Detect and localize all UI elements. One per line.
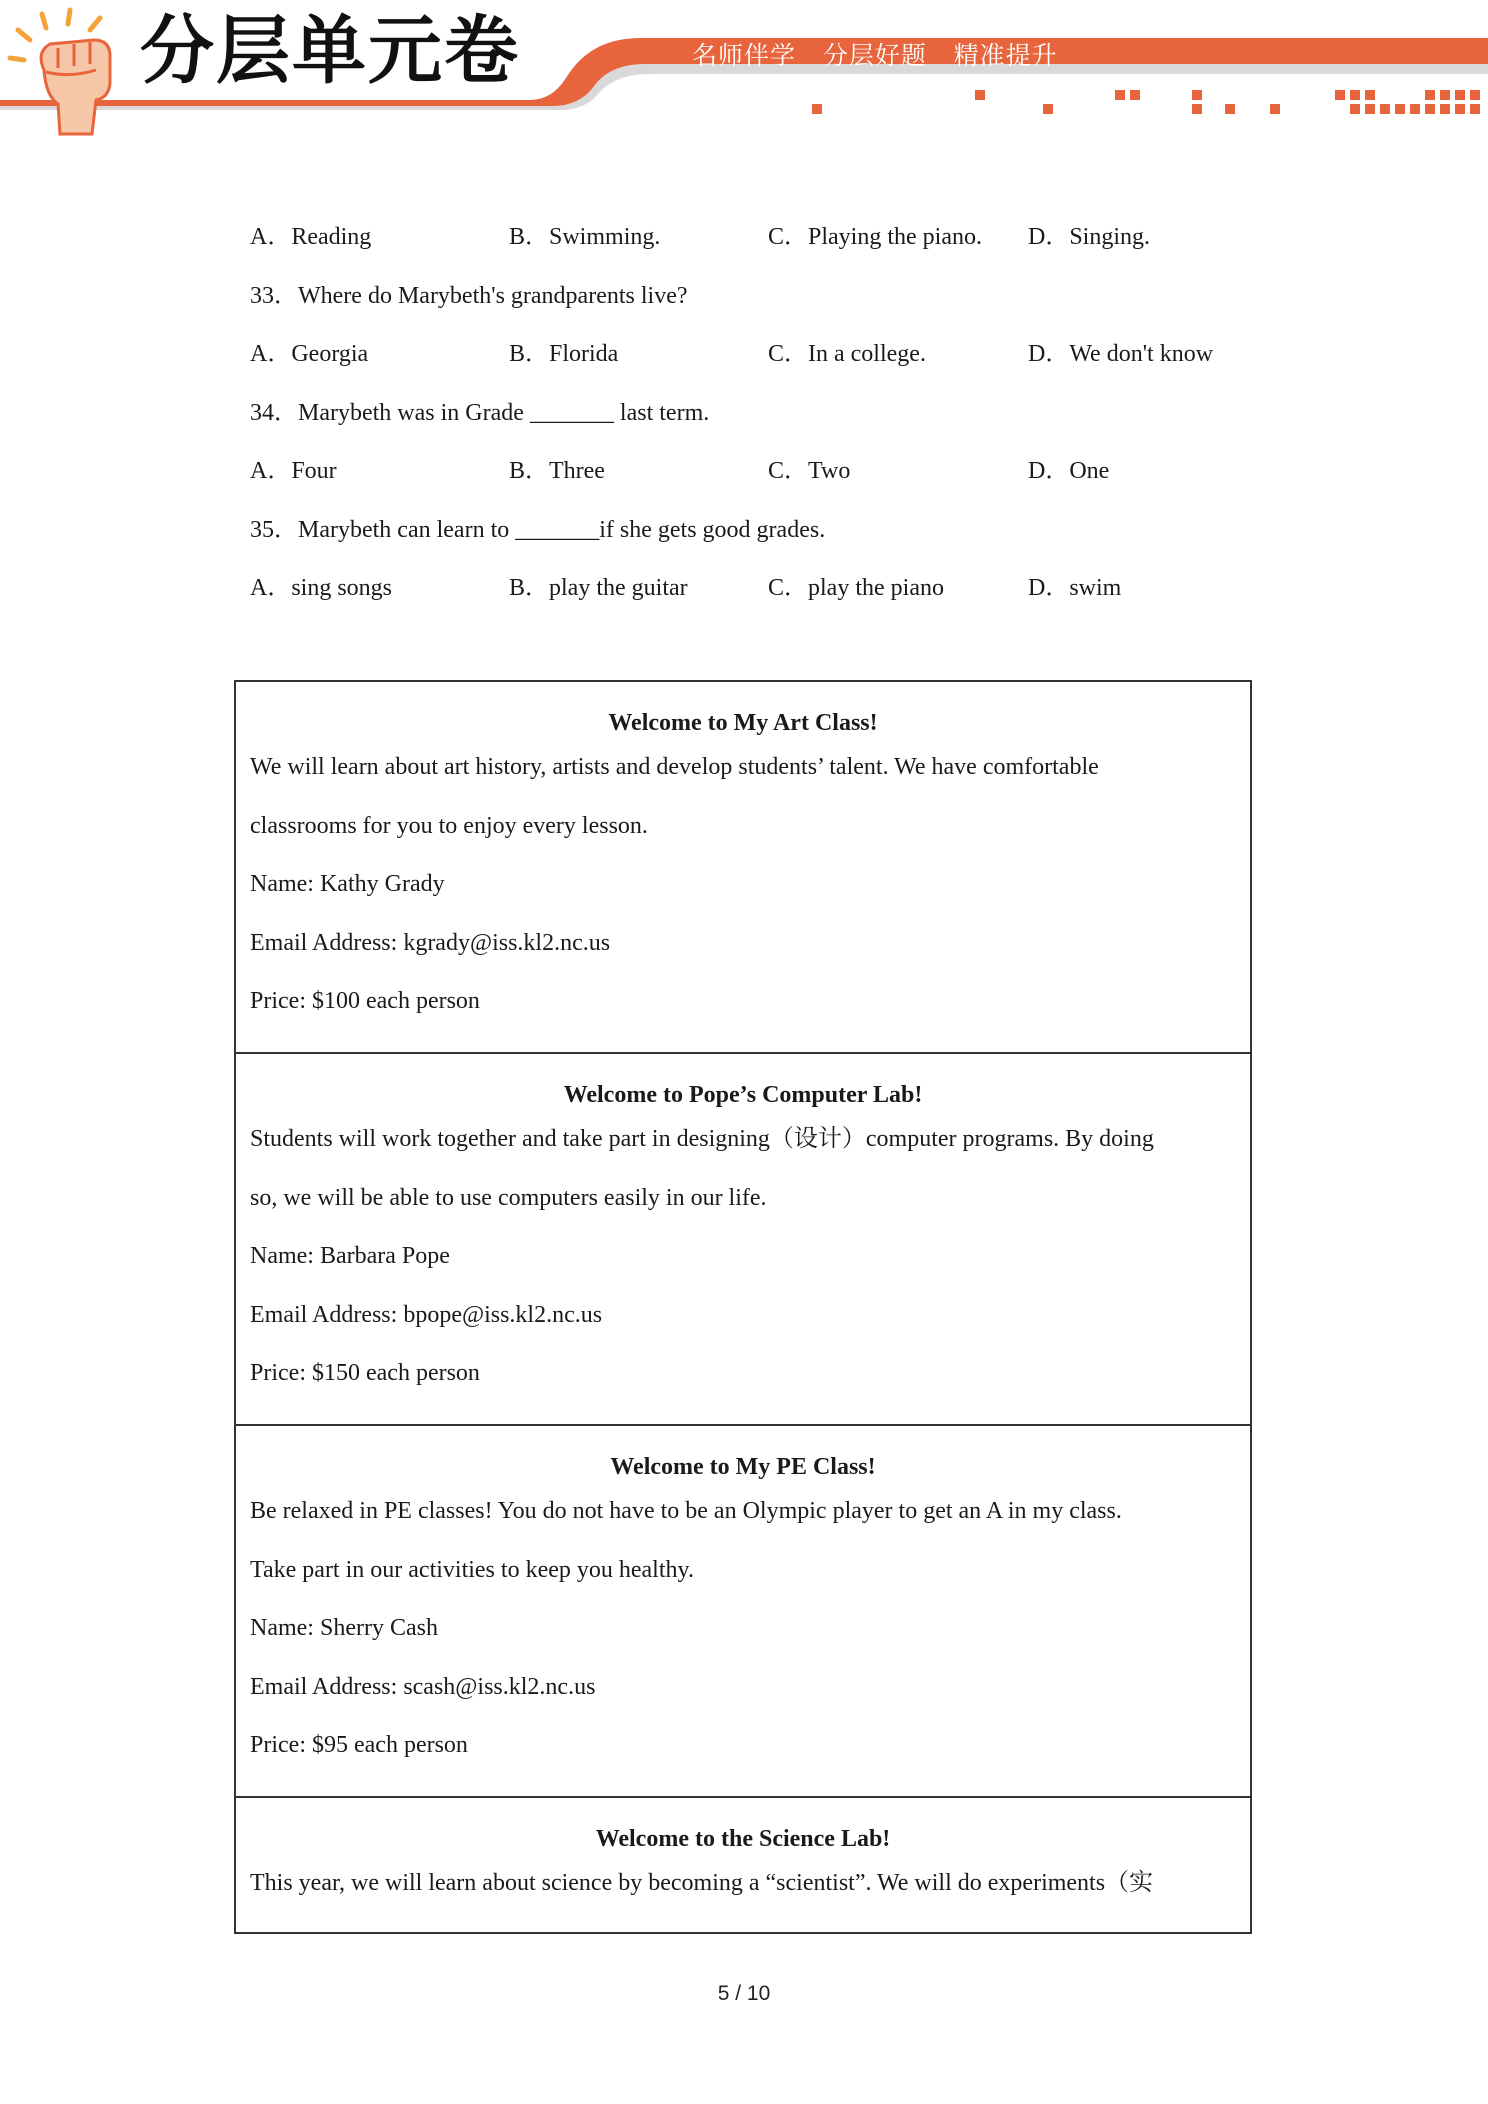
- class-detail-line: This year, we will learn about science by becoming a “scientist”. We will do experiments（实: [250, 1870, 1154, 1896]
- class-cell: [236, 1426, 1250, 1798]
- class-title: Welcome to the Science Lab!: [595, 1826, 891, 1852]
- question-stem: 33．Where do Marybeth's grandparents live?: [250, 282, 688, 309]
- brand-title: 分层单元卷: [140, 8, 520, 94]
- class-detail-line: Be relaxed in PE classes! You do not have to be an Olympic player to get an A in my class.: [250, 1498, 1122, 1524]
- option-b: B．Three: [509, 458, 605, 484]
- option-c: C．Playing the piano.: [768, 224, 982, 250]
- class-title: Welcome to My Art Class!: [608, 710, 878, 736]
- options-row: [250, 339, 1250, 398]
- option-a: A．Reading: [250, 224, 372, 250]
- class-detail-line: Price: $95 each person: [250, 1732, 468, 1758]
- option-c: C．play the piano: [768, 575, 944, 601]
- class-detail-line: We will learn about art history, artists and develop students’ talent. We have comfortable: [250, 754, 1099, 780]
- option-b: B．Swimming.: [509, 224, 661, 250]
- option-d: D．We don't know: [1028, 341, 1214, 367]
- class-detail-line: Take part in our activities to keep you healthy.: [250, 1556, 694, 1583]
- options-row: [250, 456, 1250, 515]
- option-a: A．Georgia: [250, 341, 369, 367]
- class-detail-line: Price: $150 each person: [250, 1360, 480, 1386]
- class-title: Welcome to Pope’s Computer Lab!: [563, 1082, 923, 1108]
- option-a: A．sing songs: [250, 575, 393, 601]
- option-d: D．One: [1028, 458, 1110, 484]
- question-stem: 35．Marybeth can learn to _______if she gets good grades.: [250, 516, 826, 543]
- class-detail-line: Name: Barbara Pope: [250, 1243, 450, 1269]
- class-cell: [236, 1798, 1250, 1932]
- option-b: B．Florida: [509, 341, 619, 367]
- options-row: [250, 573, 1250, 632]
- option-a: A．Four: [250, 458, 337, 484]
- option-c: C．Two: [768, 458, 851, 484]
- class-detail-line: Name: Kathy Grady: [250, 871, 445, 897]
- option-c: C．In a college.: [768, 341, 926, 367]
- class-detail-line: Students will work together and take part in designing（设计）computer programs. By doing: [250, 1126, 1154, 1152]
- fist-icon: [10, 10, 110, 134]
- option-d: D．swim: [1028, 575, 1122, 601]
- header-slogan: 名师伴学 分层好题 精准提升: [692, 41, 1058, 70]
- option-d: D．Singing.: [1028, 224, 1151, 250]
- question-stem: 34．Marybeth was in Grade _______ last term.: [250, 399, 710, 426]
- class-detail-line: Email Address: bpope@iss.kl2.nc.us: [250, 1301, 603, 1328]
- question-list: [250, 222, 1250, 632]
- option-b: B．play the guitar: [509, 575, 688, 601]
- class-detail-line: Price: $100 each person: [250, 988, 480, 1014]
- class-cell: [236, 1054, 1250, 1426]
- class-info-table: [234, 680, 1252, 1934]
- class-detail-line: Email Address: scash@iss.kl2.nc.us: [250, 1673, 596, 1700]
- class-detail-line: Email Address: kgrady@iss.kl2.nc.us: [250, 929, 611, 956]
- page-header: [0, 0, 1488, 140]
- class-detail-line: Name: Sherry Cash: [250, 1615, 438, 1641]
- class-detail-line: classrooms for you to enjoy every lesson.: [250, 812, 648, 839]
- options-row: [250, 222, 1250, 281]
- class-detail-line: so, we will be able to use computers easily in our life.: [250, 1184, 767, 1211]
- page-number: 5 / 10: [717, 1982, 771, 2005]
- pixel-decoration: [812, 90, 1480, 114]
- class-cell: [236, 682, 1250, 1054]
- class-title: Welcome to My PE Class!: [610, 1454, 876, 1480]
